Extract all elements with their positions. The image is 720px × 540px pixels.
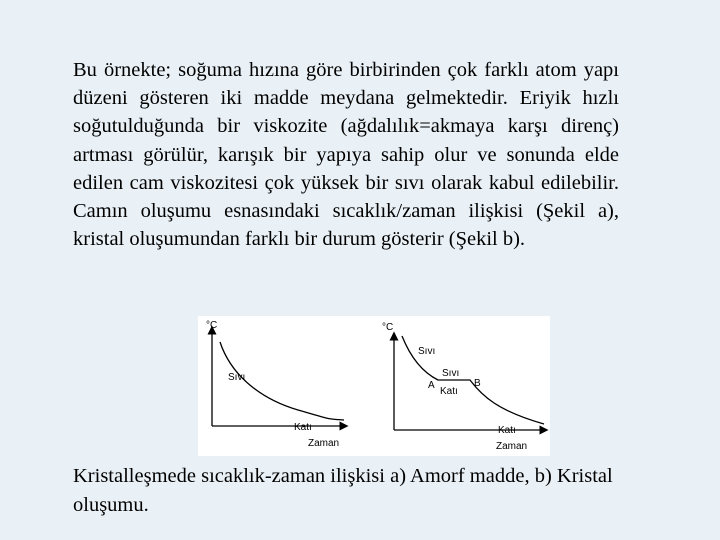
body-paragraph: Bu örnekte; soğuma hızına göre birbirinden çok farklı atom yapı düzeni gösteren iki madde meydana gelmektedir. Eriyik hızlı soğutulduğunda bir viskozite (ağdalılık=akmaya karşı direnç) artması görülür, karışık bir yapıya sahip olur ve sonunda elde edilen cam viskozitesi çok yüksek bir sıvı olarak kabul edilebilir. Camın oluşumu esnasındaki sıcaklık/zaman ilişkisi (Şekil a), kristal oluşumundan farklı bir durum gösterir (Şekil b).: [73, 59, 619, 251]
panel-b-point-b: B: [474, 378, 481, 389]
figure-caption: Kristalleşmede sıcaklık-zaman ilişkisi a) Amorf madde, b) Kristal oluşumu.: [73, 465, 613, 516]
panel-b-liquid-label-2: Sıvı: [442, 368, 460, 379]
panel-a-y-label: °C: [206, 320, 218, 331]
panel-b-liquid-label: Sıvı: [418, 346, 436, 357]
cooling-curves-figure: [198, 316, 550, 456]
panel-b-x-label: Zaman: [496, 441, 528, 452]
panel-a-solid-label: Katı: [294, 422, 312, 433]
panel-b-y-label: °C: [382, 322, 394, 333]
panel-b-solid-label: Katı: [498, 425, 516, 436]
cooling-curves-svg: [198, 316, 550, 456]
panel-b-solid-label-mid: Katı: [440, 386, 458, 397]
panel-b-point-a: A: [428, 380, 435, 391]
panel-a: [206, 320, 344, 449]
panel-a-liquid-label: Sıvı: [228, 372, 246, 383]
panel-a-x-label: Zaman: [308, 438, 340, 449]
panel-b: [382, 322, 544, 452]
